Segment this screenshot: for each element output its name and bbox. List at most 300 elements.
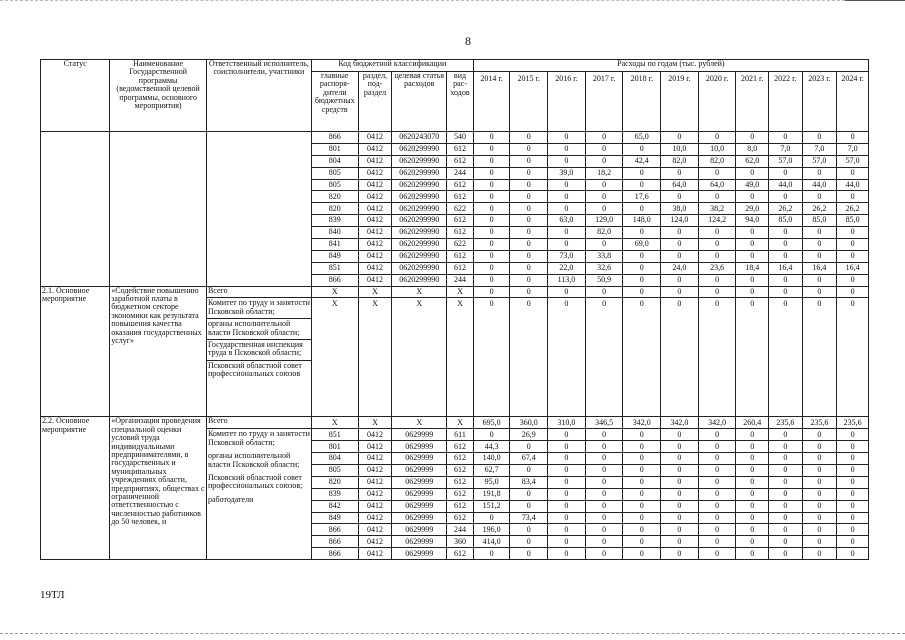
code-cell: 0620299990	[392, 250, 447, 262]
code-cell: 805	[311, 465, 358, 477]
code-cell: 612	[447, 500, 474, 512]
code-cell: 0412	[358, 215, 392, 227]
amount-cell: 0	[736, 167, 769, 179]
amount-cell: 0	[473, 429, 510, 441]
amount-cell: 64,0	[661, 179, 699, 191]
code-cell: 612	[447, 179, 474, 191]
amount-cell: 0	[623, 488, 661, 500]
amount-cell: 0	[837, 476, 869, 488]
header-year: 2018 г.	[623, 72, 661, 132]
code-cell: 0412	[358, 239, 392, 251]
amount-cell: 0	[802, 286, 837, 298]
amount-cell: 69,0	[623, 239, 661, 251]
code-cell: X	[392, 286, 447, 298]
amount-cell: 235,6	[802, 417, 837, 429]
amount-cell: 82,0	[661, 155, 699, 167]
amount-cell: 44,3	[473, 441, 510, 453]
amount-cell: 0	[802, 465, 837, 477]
amount-cell: 0	[661, 274, 699, 286]
amount-cell: 0	[473, 286, 510, 298]
header-code-col: главные распоря-дители бюджетных средств	[311, 72, 358, 132]
amount-cell: 0	[661, 167, 699, 179]
amount-cell: 0	[510, 286, 548, 298]
amount-cell: 0	[585, 191, 623, 203]
code-cell: 622	[447, 239, 474, 251]
amount-cell: 0	[585, 453, 623, 465]
amount-cell: 0	[698, 167, 736, 179]
amount-cell: 0	[736, 298, 769, 417]
amount-cell: 0	[769, 298, 803, 417]
amount-cell: 0	[736, 132, 769, 144]
amount-cell: 140,0	[473, 453, 510, 465]
amount-cell: 0	[585, 429, 623, 441]
amount-cell: 0	[585, 203, 623, 215]
code-cell: 0412	[358, 548, 392, 560]
amount-cell: 16,4	[769, 262, 803, 274]
amount-cell: 0	[548, 286, 586, 298]
amount-cell: 0	[802, 512, 837, 524]
amount-cell: 0	[698, 191, 736, 203]
code-cell: 839	[311, 215, 358, 227]
code-cell: 0412	[358, 524, 392, 536]
amount-cell: 0	[736, 453, 769, 465]
code-cell: 0412	[358, 500, 392, 512]
amount-cell: 0	[548, 298, 586, 417]
amount-cell: 0	[769, 274, 803, 286]
code-cell: X	[311, 286, 358, 298]
amount-cell: 0	[698, 132, 736, 144]
amount-cell: 0	[661, 191, 699, 203]
amount-cell: 57,0	[837, 155, 869, 167]
code-cell: X	[447, 417, 474, 429]
amount-cell: 0	[473, 167, 510, 179]
amount-cell: 0	[837, 250, 869, 262]
amount-cell: 0	[510, 262, 548, 274]
amount-cell: 0	[769, 500, 803, 512]
code-cell: 866	[311, 548, 358, 560]
code-cell: 0629999	[392, 512, 447, 524]
amount-cell: 0	[661, 239, 699, 251]
amount-cell: 0	[698, 500, 736, 512]
amount-cell: 0	[802, 524, 837, 536]
amount-cell: 0	[661, 286, 699, 298]
code-cell: 0412	[358, 536, 392, 548]
amount-cell: 0	[802, 298, 837, 417]
code-cell: 0620299990	[392, 262, 447, 274]
amount-cell: 0	[585, 524, 623, 536]
amount-cell: 0	[548, 191, 586, 203]
amount-cell: 0	[548, 548, 586, 560]
amount-cell: 0	[548, 441, 586, 453]
amount-cell: 0	[802, 167, 837, 179]
amount-cell: 0	[510, 465, 548, 477]
amount-cell: 0	[698, 453, 736, 465]
amount-cell: 7,0	[837, 143, 869, 155]
header-year: 2024 г.	[837, 72, 869, 132]
amount-cell: 0	[510, 179, 548, 191]
status-cell: 2.1. Основное мероприятие	[41, 286, 110, 417]
amount-cell: 62,0	[736, 155, 769, 167]
amount-cell: 0	[698, 512, 736, 524]
amount-cell: 342,0	[698, 417, 736, 429]
amount-cell: 0	[473, 250, 510, 262]
code-cell: 612	[447, 227, 474, 239]
amount-cell: 0	[736, 191, 769, 203]
status-cell-empty	[41, 132, 110, 287]
amount-cell: 0	[769, 488, 803, 500]
amount-cell: 0	[661, 453, 699, 465]
amount-cell: 0	[473, 227, 510, 239]
amount-cell: 44,0	[769, 179, 803, 191]
amount-cell: 0	[548, 239, 586, 251]
amount-cell: 24,0	[661, 262, 699, 274]
top-right-mark	[845, 0, 905, 1]
amount-cell: 0	[769, 512, 803, 524]
code-cell: 244	[447, 274, 474, 286]
amount-cell: 0	[585, 298, 623, 417]
amount-cell: 0	[837, 548, 869, 560]
amount-cell: 0	[661, 500, 699, 512]
amount-cell: 0	[548, 143, 586, 155]
code-cell: 0412	[358, 465, 392, 477]
code-cell: 622	[447, 203, 474, 215]
code-cell: 0412	[358, 191, 392, 203]
amount-cell: 0	[802, 429, 837, 441]
amount-cell: 0	[736, 286, 769, 298]
amount-cell: 26,9	[510, 429, 548, 441]
amount-cell: 0	[769, 465, 803, 477]
amount-cell: 0	[736, 548, 769, 560]
amount-cell: 0	[698, 227, 736, 239]
budget-table	[40, 59, 869, 560]
participant-item: Псковский областной совет профессиональных союзов;	[207, 472, 303, 491]
amount-cell: 0	[623, 167, 661, 179]
amount-cell: 0	[661, 548, 699, 560]
amount-cell: 0	[510, 215, 548, 227]
header-responsible: Ответственный исполнитель, соисполнители, участники	[206, 60, 311, 132]
header-code-col: целевая статья расходов	[392, 72, 447, 132]
code-cell: 0620299990	[392, 215, 447, 227]
code-cell: 0412	[358, 155, 392, 167]
amount-cell: 191,8	[473, 488, 510, 500]
code-cell: 612	[447, 441, 474, 453]
code-cell: 0629999	[392, 465, 447, 477]
amount-cell: 49,0	[736, 179, 769, 191]
amount-cell: 0	[510, 203, 548, 215]
amount-cell: 0	[802, 500, 837, 512]
amount-cell: 235,6	[837, 417, 869, 429]
total-label: Всего	[206, 417, 311, 429]
code-cell: 805	[311, 167, 358, 179]
amount-cell: 0	[661, 465, 699, 477]
code-cell: 612	[447, 155, 474, 167]
amount-cell: 18,4	[736, 262, 769, 274]
code-cell: 866	[311, 524, 358, 536]
amount-cell: 0	[585, 512, 623, 524]
participant-item: органы исполнительной власти Псковской области;	[207, 319, 311, 340]
amount-cell: 0	[698, 298, 736, 417]
amount-cell: 0	[661, 488, 699, 500]
amount-cell: 0	[585, 143, 623, 155]
amount-cell: 0	[473, 143, 510, 155]
amount-cell: 0	[623, 465, 661, 477]
amount-cell: 0	[548, 512, 586, 524]
amount-cell: 0	[736, 441, 769, 453]
amount-cell: 0	[736, 536, 769, 548]
code-cell: 0412	[358, 429, 392, 441]
amount-cell: 0	[837, 488, 869, 500]
amount-cell: 148,0	[623, 215, 661, 227]
amount-cell: 26,2	[837, 203, 869, 215]
amount-cell: 0	[769, 548, 803, 560]
amount-cell: 0	[623, 524, 661, 536]
amount-cell: 0	[802, 250, 837, 262]
code-cell: 0629999	[392, 488, 447, 500]
amount-cell: 0	[473, 274, 510, 286]
amount-cell: 0	[510, 155, 548, 167]
code-cell: 804	[311, 155, 358, 167]
name-cell: «Содействие повышению заработной платы в бюджетном секторе экономики как результата повышения качества оказания государственных услуг»	[110, 286, 207, 417]
amount-cell: 0	[769, 191, 803, 203]
amount-cell: 38,2	[698, 203, 736, 215]
amount-cell: 0	[698, 465, 736, 477]
amount-cell: 8,0	[736, 143, 769, 155]
code-cell: X	[392, 417, 447, 429]
code-cell: 0629999	[392, 429, 447, 441]
amount-cell: 0	[802, 453, 837, 465]
code-cell: 820	[311, 191, 358, 203]
amount-cell: 0	[623, 441, 661, 453]
amount-cell: 0	[510, 250, 548, 262]
amount-cell: 0	[837, 298, 869, 417]
amount-cell: 0	[769, 441, 803, 453]
amount-cell: 0	[802, 191, 837, 203]
amount-cell: 0	[623, 274, 661, 286]
header-code-col: вид рас-ходов	[447, 72, 474, 132]
code-cell: 612	[447, 262, 474, 274]
amount-cell: 0	[548, 536, 586, 548]
header-year: 2014 г.	[473, 72, 510, 132]
page-number: 8	[465, 34, 471, 48]
code-cell: X	[358, 417, 392, 429]
amount-cell: 0	[837, 500, 869, 512]
amount-cell: 26,2	[769, 203, 803, 215]
code-cell: 866	[311, 274, 358, 286]
amount-cell: 18,2	[585, 167, 623, 179]
amount-cell: 342,0	[623, 417, 661, 429]
amount-cell: 0	[623, 179, 661, 191]
amount-cell: 62,7	[473, 465, 510, 477]
name-cell-empty	[110, 132, 207, 287]
amount-cell: 0	[837, 429, 869, 441]
amount-cell: 0	[802, 548, 837, 560]
code-cell: 851	[311, 429, 358, 441]
amount-cell: 17,6	[623, 191, 661, 203]
code-cell: 0412	[358, 274, 392, 286]
code-cell: 801	[311, 143, 358, 155]
table-row-total	[41, 417, 869, 429]
amount-cell: 310,0	[548, 417, 586, 429]
participant-item: Комитет по труду и занятости Псковской области;	[207, 429, 310, 447]
amount-cell: 0	[736, 512, 769, 524]
amount-cell: 0	[473, 132, 510, 144]
amount-cell: 0	[837, 227, 869, 239]
amount-cell: 0	[837, 191, 869, 203]
amount-cell: 0	[661, 536, 699, 548]
participant-item: Государственная инспекция труда в Псковской области;	[207, 340, 311, 361]
participant-item: Комитет по труду и занятости Псковской области;	[207, 298, 311, 319]
name-cell: «Организация проведения специальной оценки условий труда индивидуальными предпринимателями, в государственных и муниципальных учреждениях области, предприятиях, обществах с ограниченной ответственностью с численностью работников до 50 человек, и	[110, 417, 207, 560]
amount-cell: 16,4	[802, 262, 837, 274]
amount-cell: 0	[585, 441, 623, 453]
code-cell: 840	[311, 227, 358, 239]
header-code-group: Код бюджетной классификации	[311, 60, 473, 72]
amount-cell: 0	[698, 429, 736, 441]
amount-cell: 64,0	[698, 179, 736, 191]
table-row	[41, 132, 869, 144]
amount-cell: 0	[623, 548, 661, 560]
amount-cell: 0	[473, 298, 510, 417]
amount-cell: 0	[837, 167, 869, 179]
amount-cell: 0	[837, 286, 869, 298]
amount-cell: 0	[510, 227, 548, 239]
amount-cell: 0	[837, 536, 869, 548]
amount-cell: 0	[585, 500, 623, 512]
amount-cell: 0	[661, 227, 699, 239]
amount-cell: 82,0	[698, 155, 736, 167]
code-cell: 0620299990	[392, 167, 447, 179]
code-cell: 0412	[358, 262, 392, 274]
amount-cell: 85,0	[837, 215, 869, 227]
responsible-cell	[206, 298, 311, 417]
amount-cell: 0	[473, 262, 510, 274]
amount-cell: 414,0	[473, 536, 510, 548]
code-cell: 0629999	[392, 524, 447, 536]
code-cell: 851	[311, 262, 358, 274]
amount-cell: 0	[473, 215, 510, 227]
amount-cell: 0	[510, 143, 548, 155]
amount-cell: 0	[510, 239, 548, 251]
amount-cell: 39,0	[548, 167, 586, 179]
code-cell: 0629999	[392, 548, 447, 560]
amount-cell: 0	[661, 429, 699, 441]
amount-cell: 82,0	[585, 227, 623, 239]
code-cell: 0620299990	[392, 227, 447, 239]
amount-cell: 260,4	[736, 417, 769, 429]
amount-cell: 0	[548, 465, 586, 477]
amount-cell: 10,0	[698, 143, 736, 155]
code-cell: 0620299990	[392, 143, 447, 155]
amount-cell: 346,5	[585, 417, 623, 429]
amount-cell: 0	[548, 132, 586, 144]
amount-cell: 85,0	[769, 215, 803, 227]
amount-cell: 38,0	[661, 203, 699, 215]
amount-cell: 0	[585, 179, 623, 191]
amount-cell: 0	[473, 512, 510, 524]
code-cell: 0629999	[392, 536, 447, 548]
amount-cell: 26,2	[802, 203, 837, 215]
amount-cell: 0	[837, 524, 869, 536]
header-year: 2015 г.	[510, 72, 548, 132]
code-cell: 0412	[358, 167, 392, 179]
amount-cell: 0	[661, 298, 699, 417]
amount-cell: 0	[698, 239, 736, 251]
amount-cell: 0	[698, 250, 736, 262]
amount-cell: 0	[623, 476, 661, 488]
amount-cell: 0	[585, 132, 623, 144]
amount-cell: 0	[623, 298, 661, 417]
amount-cell: 0	[736, 465, 769, 477]
bottom-scan-edge	[0, 633, 905, 634]
participant-item: Псковский областной совет профессиональных союзов	[207, 360, 302, 379]
code-cell: 0620299990	[392, 179, 447, 191]
amount-cell: 0	[473, 179, 510, 191]
amount-cell: 0	[585, 548, 623, 560]
amount-cell: 0	[548, 227, 586, 239]
amount-cell: 124,2	[698, 215, 736, 227]
code-cell: 0412	[358, 250, 392, 262]
amount-cell: 0	[473, 548, 510, 560]
amount-cell: 50,9	[585, 274, 623, 286]
code-cell: 0412	[358, 488, 392, 500]
header-spend-group: Расходы по годам (тыс. рублей)	[473, 60, 868, 72]
header-year: 2021 г.	[736, 72, 769, 132]
amount-cell: 0	[698, 274, 736, 286]
amount-cell: 0	[802, 274, 837, 286]
amount-cell: 0	[623, 500, 661, 512]
responsible-cell-empty	[206, 132, 311, 287]
code-cell: X	[447, 286, 474, 298]
code-cell: 849	[311, 250, 358, 262]
amount-cell: 0	[736, 227, 769, 239]
code-cell: 0629999	[392, 476, 447, 488]
amount-cell: 113,0	[548, 274, 586, 286]
code-cell: 0412	[358, 143, 392, 155]
code-cell: 0412	[358, 132, 392, 144]
header-status: Статус	[41, 60, 110, 132]
amount-cell: 33,8	[585, 250, 623, 262]
amount-cell: 94,0	[736, 215, 769, 227]
code-cell: 0412	[358, 179, 392, 191]
amount-cell: 0	[661, 476, 699, 488]
code-cell: 611	[447, 429, 474, 441]
amount-cell: 23,6	[698, 262, 736, 274]
table-body	[41, 132, 869, 560]
amount-cell: 0	[769, 453, 803, 465]
amount-cell: 0	[548, 155, 586, 167]
code-cell: 820	[311, 203, 358, 215]
amount-cell: 0	[769, 167, 803, 179]
amount-cell: 196,0	[473, 524, 510, 536]
amount-cell: 0	[698, 488, 736, 500]
header-year: 2019 г.	[661, 72, 699, 132]
header-code-col: раздел, под-раздел	[358, 72, 392, 132]
amount-cell: 73,0	[548, 250, 586, 262]
amount-cell: 0	[698, 286, 736, 298]
amount-cell: 0	[698, 548, 736, 560]
code-cell: 0620299990	[392, 191, 447, 203]
code-cell: X	[311, 417, 358, 429]
amount-cell: 0	[769, 429, 803, 441]
amount-cell: 42,4	[623, 155, 661, 167]
amount-cell: 0	[510, 167, 548, 179]
amount-cell: 0	[585, 155, 623, 167]
amount-cell: 0	[548, 488, 586, 500]
amount-cell: 0	[548, 524, 586, 536]
amount-cell: 0	[510, 298, 548, 417]
amount-cell: 57,0	[802, 155, 837, 167]
amount-cell: 0	[769, 227, 803, 239]
